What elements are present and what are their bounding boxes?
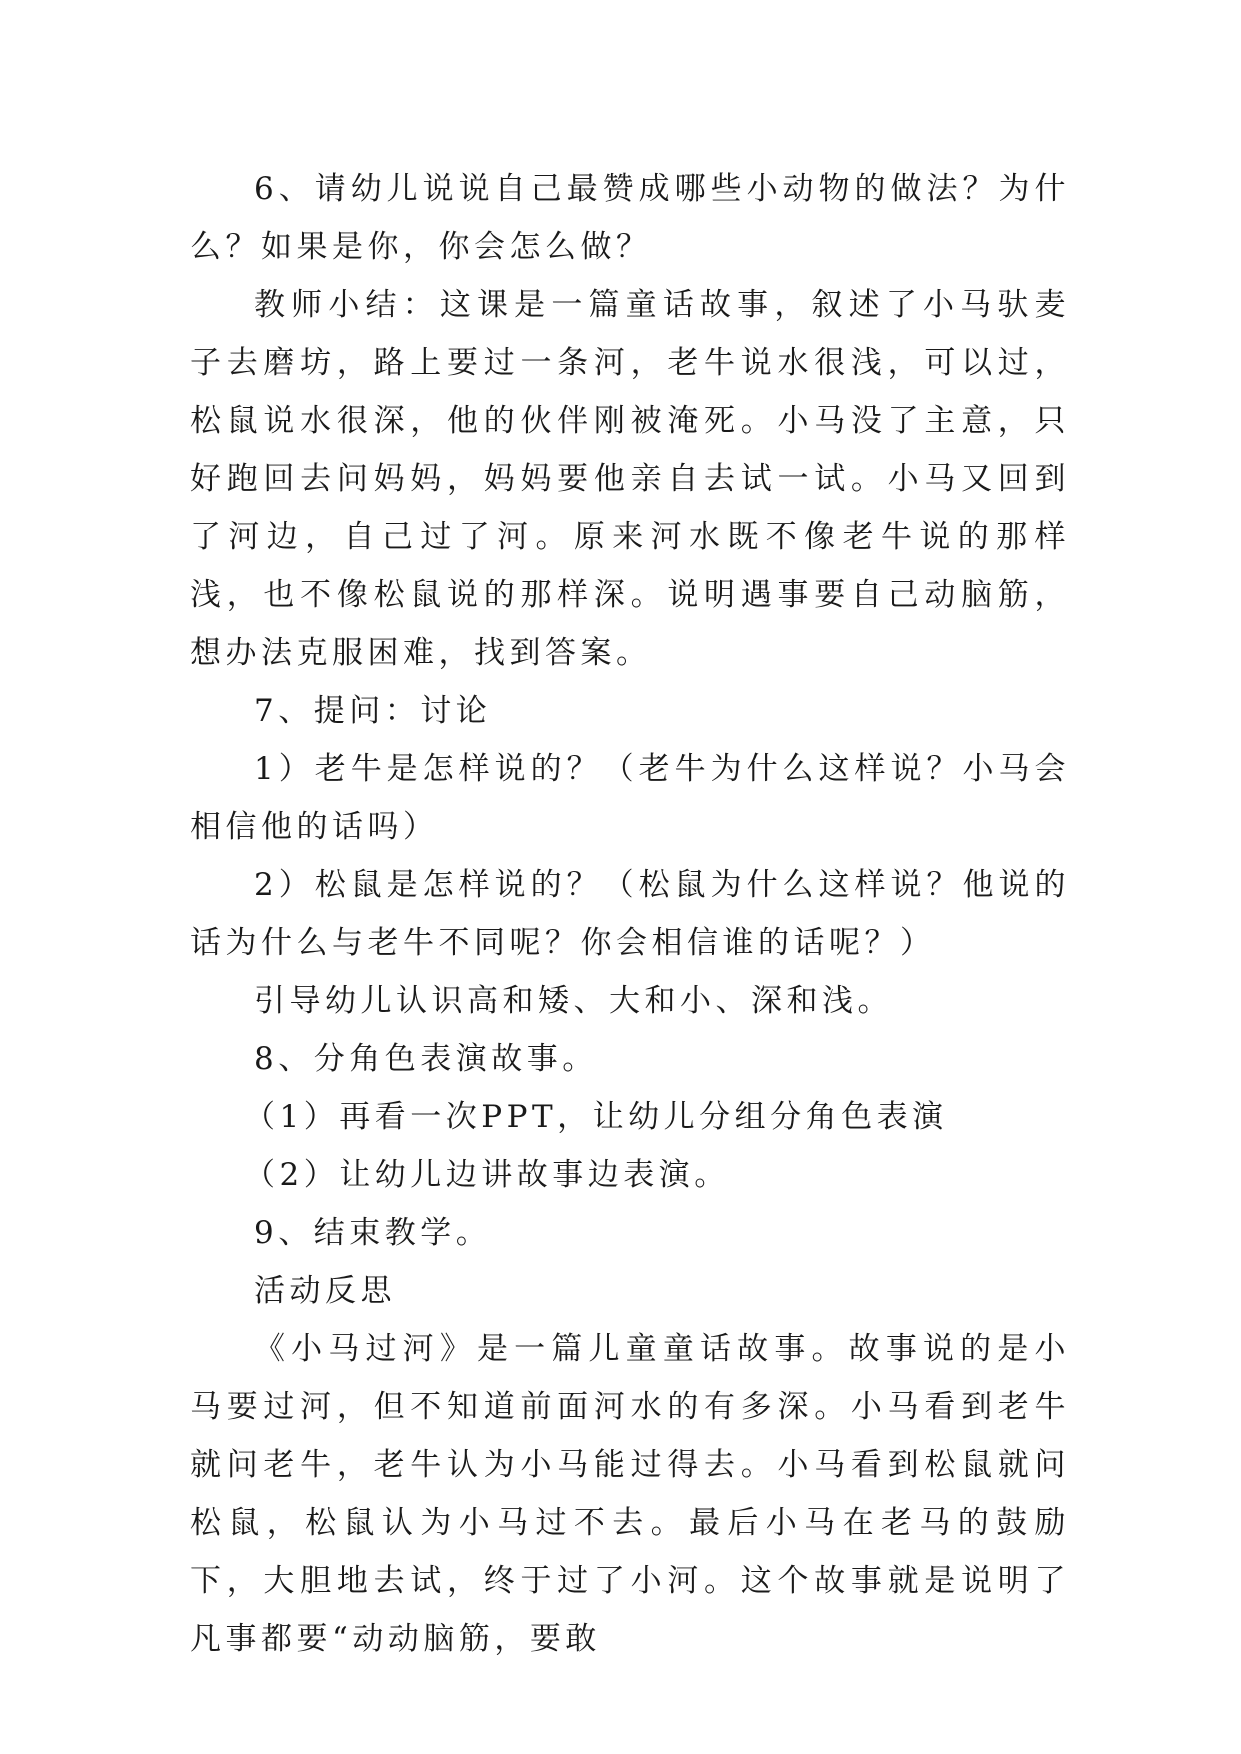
paragraph-teacher-summary: 教师小结：这课是一篇童话故事，叙述了小马驮麦子去磨坊，路上要过一条河，老牛说水很浅，可以过，松鼠说水很深，他的伙伴刚被淹死。小马没了主意，只好跑回去问妈妈，妈妈要他亲自去试一试。小马又回到了河边，自己过了河。原来河水既不像老牛说的那样浅，也不像松鼠说的那样深。说明遇事要自己动脑筋，想办法克服困难，找到答案。 [190,287,1070,671]
paragraph-step-9: 9、结束教学。 [254,1215,492,1251]
paragraph-question-7-1: 1）老牛是怎样说的？（老牛为什么这样说？小马会相信他的话吗） [190,751,1070,845]
section-heading-reflection: 活动反思 [254,1273,396,1309]
paragraph-question-7-2: 2）松鼠是怎样说的？（松鼠为什么这样说？他说的话为什么与老牛不同呢？你会相信谁的话呢？） [190,867,1070,961]
paragraph-guide: 引导幼儿认识高和矮、大和小、深和浅。 [254,983,893,1019]
paragraph-step-8: 8、分角色表演故事。 [254,1041,598,1077]
document-page [190,160,1070,1668]
paragraph-step-8-2: （2）让幼儿边讲故事边表演。 [244,1157,730,1193]
paragraph-step-8-1: （1）再看一次PPT，让幼儿分组分角色表演 [244,1099,948,1135]
paragraph-question-6: 6、请幼儿说说自己最赞成哪些小动物的做法？为什么？如果是你，你会怎么做？ [190,171,1070,265]
paragraph-question-7: 7、提问：讨论 [254,693,492,729]
paragraph-reflection: 《小马过河》是一篇儿童童话故事。故事说的是小马要过河，但不知道前面河水的有多深。小马看到老牛就问老牛，老牛认为小马能过得去。小马看到松鼠就问松鼠，松鼠认为小马过不去。最后小马在老马的鼓励下，大胆地去试，终于过了小河。这个故事就是说明了凡事都要“动动脑筋，要敢 [190,1331,1070,1657]
